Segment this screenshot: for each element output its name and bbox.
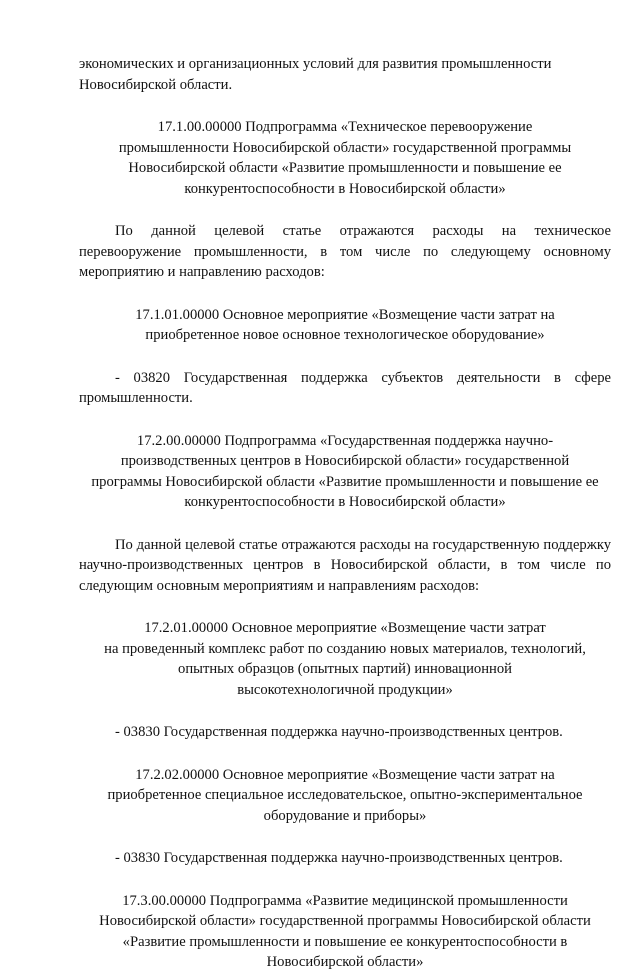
expense-item-03830 — [79, 848, 611, 869]
text-line: промышленности. — [79, 390, 193, 406]
text-line: числе по следующим основным мероприятиям и направлениям расходов: — [79, 557, 611, 594]
text-line: По данной целевой статье отражаются расходы на техническое — [115, 223, 611, 239]
heading-line: 17.1.01.00000 Основное мероприятие «Возмещение части затрат на — [135, 306, 555, 323]
heading-line: оборудование и приборы» — [263, 807, 427, 824]
text-line: экономических и организационных условий для развития промышленности — [79, 56, 552, 72]
activity-heading-17-2-01 — [79, 618, 611, 700]
paragraph-expenses-17-2 — [79, 535, 611, 597]
heading-line: производственных центров в Новосибирской области» государственной — [120, 453, 570, 469]
heading-line: приобретенное новое основное технологическое оборудование» — [145, 327, 545, 343]
heading-line: 17.1.00.00000 Подпрограмма «Техническое перевооружение — [157, 119, 533, 135]
heading-line: на проведенный комплекс работ по созданию новых материалов, технологий, — [104, 640, 586, 657]
heading-line: 17.2.00.00000 Подпрограмма «Государственная поддержка научно- — [136, 432, 554, 449]
heading-line: конкурентоспособности в Новосибирской области» — [184, 180, 506, 197]
heading-line: приобретенное специальное исследовательское, опытно-экспериментальное — [107, 787, 583, 803]
subprogram-heading-17-2 — [79, 431, 611, 513]
heading-line: Новосибирской области «Развитие промышленности и повышение ее — [128, 160, 562, 176]
subprogram-heading-17-3 — [79, 891, 611, 973]
heading-line: высокотехнологичной продукции» — [237, 681, 453, 698]
heading-line: 17.2.02.00000 Основное мероприятие «Возмещение части затрат на — [135, 766, 555, 783]
heading-line: «Развитие промышленности и повышение ее конкурентоспособности в — [122, 933, 568, 950]
text-line: поддержку научно-производственных центров в Новосибирской области, в том — [79, 536, 611, 573]
heading-line: 17.2.01.00000 Основное мероприятие «Возмещение части затрат — [144, 620, 546, 636]
text-line: - 03830 Государственная поддержка научно-производственных центров. — [115, 850, 563, 866]
expense-item-03820 — [79, 368, 611, 409]
activity-heading-17-1-01 — [79, 305, 611, 346]
activity-heading-17-2-02 — [79, 765, 611, 827]
text-line: По данной целевой статье отражаются расходы на государственную — [115, 536, 540, 553]
heading-line: программы Новосибирской области «Развитие промышленности и повышение ее — [91, 473, 599, 490]
subprogram-heading-17-1 — [79, 117, 611, 199]
text-line: перевооружение промышленности, в том числе по следующему основному — [79, 243, 611, 260]
heading-line: промышленности Новосибирской области» государственной программы — [118, 139, 572, 156]
text-line: мероприятию и направлению расходов: — [79, 264, 325, 280]
document-page — [79, 54, 611, 973]
paragraph-expenses-17-1 — [79, 221, 611, 283]
expense-item-03830 — [79, 722, 611, 743]
heading-line: конкурентоспособности в Новосибирской области» — [184, 494, 506, 510]
text-line: - 03830 Государственная поддержка научно-производственных центров. — [115, 724, 563, 740]
text-line: - 03820 Государственная поддержка субъектов деятельности в сфере — [115, 369, 611, 386]
heading-line: опытных образцов (опытных партий) инновационной — [178, 661, 512, 677]
text-line: Новосибирской области. — [79, 76, 233, 93]
heading-line: Новосибирской области» государственной программы Новосибирской области — [99, 913, 591, 929]
heading-line: Новосибирской области» — [266, 954, 424, 970]
paragraph-continuation — [79, 54, 611, 95]
heading-line: 17.3.00.00000 Подпрограмма «Развитие медицинской промышленности — [122, 892, 568, 909]
